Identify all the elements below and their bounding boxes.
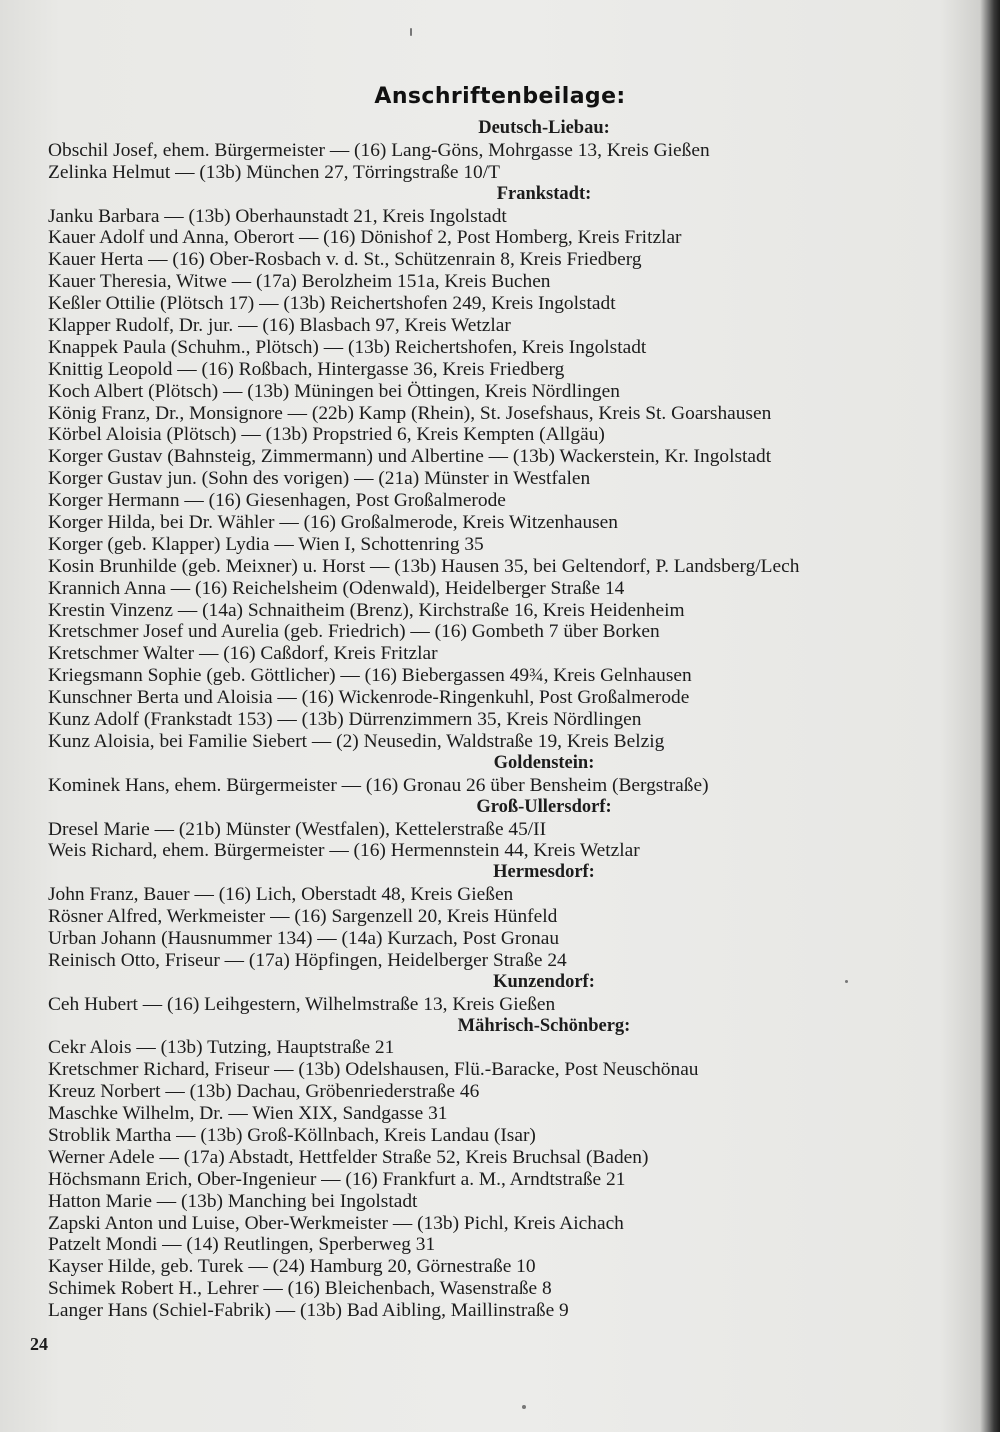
address-entry: Langer Hans (Schiel-Fabrik) — (13b) Bad Aibling, Maillinstraße 9 <box>48 1300 569 1322</box>
address-entry: Kosin Brunhilde (geb. Meixner) u. Horst — (13b) Hausen 35, bei Geltendorf, P. Landsberg/Lech <box>48 555 800 577</box>
address-list <box>48 118 960 1322</box>
address-entry: Krannich Anna — (16) Reichelsheim (Odenwald), Heidelberger Straße 14 <box>48 577 625 599</box>
address-entry: Kauer Theresia, Witwe — (17a) Berolzheim 151a, Kreis Buchen <box>48 271 551 293</box>
address-entry: Keßler Ottilie (Plötsch 17) — (13b) Reichertshofen 249, Kreis Ingolstadt <box>48 293 616 315</box>
address-entry: Urban Johann (Hausnummer 134) — (14a) Kurzach, Post Gronau <box>48 927 560 949</box>
address-entry: Krestin Vinzenz — (14a) Schnaitheim (Brenz), Kirchstraße 16, Kreis Heidenheim <box>48 599 685 621</box>
page-number: 24 <box>30 1334 48 1354</box>
address-entry: Patzelt Mondi — (14) Reutlingen, Sperberweg 31 <box>48 1234 436 1256</box>
address-entry: Kauer Herta — (16) Ober-Rosbach v. d. St., Schützenrain 8, Kreis Friedberg <box>48 249 642 271</box>
address-entry: Kriegsmann Sophie (geb. Göttlicher) — (16) Biebergassen 49¾, Kreis Gelnhausen <box>48 665 692 687</box>
page-title: Anschriftenbeilage: <box>374 84 626 109</box>
section-heading: Mährisch-Schönberg: <box>457 1015 631 1036</box>
scan-speck <box>845 980 848 983</box>
address-entry: Reinisch Otto, Friseur — (17a) Höpfingen, Heidelberger Straße 24 <box>48 949 567 971</box>
address-entry: Korger (geb. Klapper) Lydia — Wien I, Schottenring 35 <box>48 533 484 555</box>
address-entry: Stroblik Martha — (13b) Groß-Köllnbach, Kreis Landau (Isar) <box>48 1124 536 1146</box>
address-entry: Korger Gustav jun. (Sohn des vorigen) — (21a) Münster in Westfalen <box>48 468 591 490</box>
address-entry: Kauer Adolf und Anna, Oberort — (16) Dönishof 2, Post Homberg, Kreis Fritzlar <box>48 227 682 249</box>
address-entry: Höchsmann Erich, Ober-Ingenieur — (16) Frankfurt a. M., Arndtstraße 21 <box>48 1168 626 1190</box>
section-heading: Frankstadt: <box>496 183 592 204</box>
address-entry: Kunschner Berta und Aloisia — (16) Wickenrode-Ringenkuhl, Post Großalmerode <box>48 687 690 709</box>
address-entry: Werner Adele — (17a) Abstadt, Hettfelder Straße 52, Kreis Bruchsal (Baden) <box>48 1146 649 1168</box>
address-entry: Dresel Marie — (21b) Münster (Westfalen), Kettelerstraße 45/II <box>48 818 547 840</box>
address-entry: Kretschmer Walter — (16) Caßdorf, Kreis Fritzlar <box>48 643 438 665</box>
address-entry: Kunz Aloisia, bei Familie Siebert — (2) Neusedin, Waldstraße 19, Kreis Belzig <box>48 730 665 752</box>
address-entry: Kretschmer Richard, Friseur — (13b) Odelshausen, Flü.-Baracke, Post Neuschönau <box>48 1059 699 1081</box>
address-entry: Korger Hermann — (16) Giesenhagen, Post Großalmerode <box>48 490 506 512</box>
address-entry: Kayser Hilde, geb. Turek — (24) Hamburg 20, Görnestraße 10 <box>48 1256 536 1278</box>
address-entry: Klapper Rudolf, Dr. jur. — (16) Blasbach 97, Kreis Wetzlar <box>48 315 511 337</box>
section-heading: Kunzendorf: <box>493 971 595 992</box>
address-entry: Schimek Robert H., Lehrer — (16) Bleichenbach, Wasenstraße 8 <box>48 1278 552 1300</box>
address-entry: Maschke Wilhelm, Dr. — Wien XIX, Sandgasse 31 <box>48 1103 448 1125</box>
address-entry: Ceh Hubert — (16) Leihgestern, Wilhelmstraße 13, Kreis Gießen <box>48 993 556 1015</box>
address-entry: Kretschmer Josef und Aurelia (geb. Friedrich) — (16) Gombeth 7 über Borken <box>48 621 660 643</box>
address-entry: Hatton Marie — (13b) Manching bei Ingolstadt <box>48 1190 418 1212</box>
address-entry: Kunz Adolf (Frankstadt 153) — (13b) Dürrenzimmern 35, Kreis Nördlingen <box>48 709 642 731</box>
address-entry: Kominek Hans, ehem. Bürgermeister — (16) Gronau 26 über Bensheim (Bergstraße) <box>48 774 709 796</box>
section-heading: Goldenstein: <box>493 752 595 773</box>
address-entry: Janku Barbara — (13b) Oberhaunstadt 21, Kreis Ingolstadt <box>48 205 507 227</box>
scan-speck <box>410 28 412 36</box>
address-entry: Obschil Josef, ehem. Bürgermeister — (16) Lang-Göns, Mohrgasse 13, Kreis Gießen <box>48 139 710 161</box>
address-entry: John Franz, Bauer — (16) Lich, Oberstadt 48, Kreis Gießen <box>48 884 514 906</box>
address-entry: Koch Albert (Plötsch) — (13b) Müningen bei Öttingen, Kreis Nördlingen <box>48 380 620 402</box>
address-entry: Weis Richard, ehem. Bürgermeister — (16) Hermennstein 44, Kreis Wetzlar <box>48 840 640 862</box>
scan-speck <box>522 1405 526 1409</box>
section-heading: Hermesdorf: <box>493 862 595 883</box>
address-entry: Korger Hilda, bei Dr. Wähler — (16) Großalmerode, Kreis Witzenhausen <box>48 512 618 534</box>
address-entry: Cekr Alois — (13b) Tutzing, Hauptstraße 21 <box>48 1037 395 1059</box>
address-entry: König Franz, Dr., Monsignore — (22b) Kamp (Rhein), St. Josefshaus, Kreis St. Goarshausen <box>48 402 772 424</box>
section-heading: Deutsch-Liebau: <box>478 118 610 138</box>
section-heading: Groß-Ullersdorf: <box>476 796 612 817</box>
address-entry: Zelinka Helmut — (13b) München 27, Törringstraße 10/T <box>48 161 500 183</box>
address-entry: Korger Gustav (Bahnsteig, Zimmermann) und Albertine — (13b) Wackerstein, Kr. Ingolstadt <box>48 446 772 468</box>
address-entry: Knappek Paula (Schuhm., Plötsch) — (13b) Reichertshofen, Kreis Ingolstadt <box>48 336 647 358</box>
address-entry: Zapski Anton und Luise, Ober-Werkmeister — (13b) Pichl, Kreis Aichach <box>48 1212 624 1234</box>
address-entry: Knittig Leopold — (16) Roßbach, Hintergasse 36, Kreis Friedberg <box>48 358 565 380</box>
address-entry: Körbel Aloisia (Plötsch) — (13b) Propstried 6, Kreis Kempten (Allgäu) <box>48 424 605 446</box>
address-entry: Kreuz Norbert — (13b) Dachau, Gröbenriederstraße 46 <box>48 1081 480 1103</box>
address-entry: Rösner Alfred, Werkmeister — (16) Sargenzell 20, Kreis Hünfeld <box>48 906 558 928</box>
